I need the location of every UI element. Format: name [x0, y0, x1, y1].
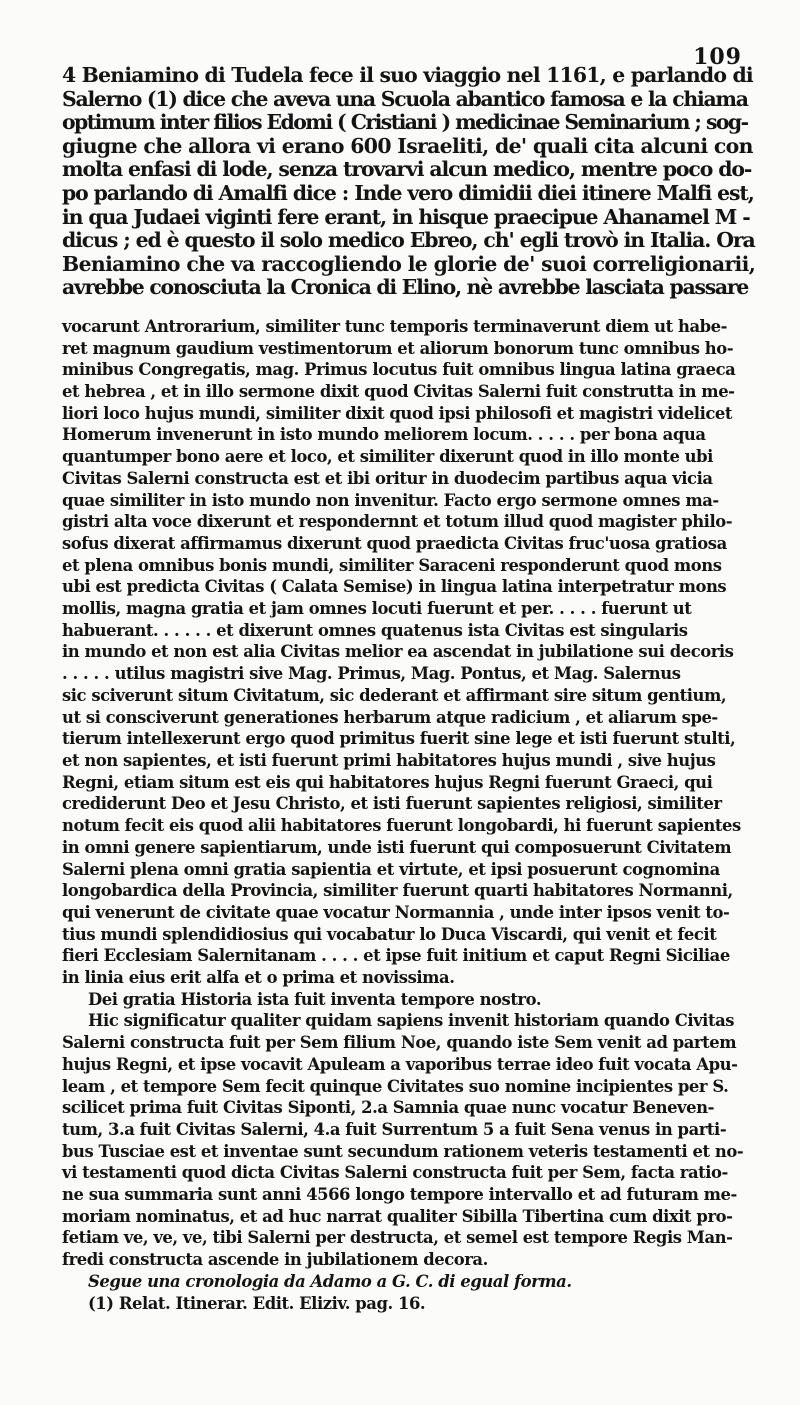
quote-line: hujus Regni, et ipse vocavit Apuleam a vaporibus terrae ideo fuit vocata Apu-	[62, 1054, 738, 1074]
quote-line: longobardica della Provincia, similiter fuerunt quarti habitatores Normanni,	[62, 881, 733, 901]
quote-line: in linia eius erit alfa et o prima et novissima.	[62, 968, 455, 988]
quote-line: scilicet prima fuit Civitas Siponti, 2.a Samnia quae nunc vocatur Beneven-	[62, 1098, 714, 1118]
quote-line: notum fecit eis quod alii habitatores fuerunt longobardi, hi fuerunt sapientes	[62, 816, 741, 836]
quote-line: et non sapientes, et isti fuerunt primi habitatores hujus mundi , sive hujus	[62, 751, 716, 770]
main-text-line: 4 Beniamino di Tudela fece il suo viaggio nel 1161, e parlando di	[62, 63, 753, 87]
quote-line-indented: Hic significatur qualiter quidam sapiens invenit historiam quando Civitas	[88, 1011, 735, 1031]
main-text-line: avrebbe conosciuta la Cronica di Elino, nè avrebbe lasciata passare	[62, 275, 749, 300]
quote-line: crediderunt Deo et Jesu Christo, et isti fuerunt sapientes religiosi, similiter	[62, 794, 722, 814]
main-paragraph	[62, 64, 756, 300]
quote-line: in omni genere sapientiarum, unde isti fuerunt qui composuerunt Civitatem	[62, 837, 732, 857]
quote-line-indented: Dei gratia Historia ista fuit inventa tempore nostro.	[88, 989, 542, 1009]
quote-line: liori loco hujus mundi, similiter dixit quod ipsi philosofi et magistri videlicet	[62, 403, 732, 423]
quote-line: gistri alta voce dixerunt et respondernnt et totum illud quod magister philo-	[62, 512, 733, 532]
quote-line: sofus dixerat affirmamus dixerunt quod praedicta Civitas fruc'uosa gratiosa	[62, 533, 727, 553]
main-text-line: Salerno (1) dice che aveva una Scuola abantico famosa e la chiama	[62, 86, 748, 111]
quote-line: fredi constructa ascende in jubilationem decora.	[62, 1250, 488, 1270]
main-text-line: molta enfasi di lode, senza trovarvi alcun medico, mentre poco do-	[62, 157, 752, 182]
quote-line: ret magnum gaudium vestimentorum et aliorum bonorum tunc omnibus ho-	[62, 338, 734, 358]
quote-line: Civitas Salerni constructa est et ibi oritur in duodecim partibus aqua vicia	[62, 468, 713, 488]
quote-line: quantumper bono aere et loco, et similiter dixerunt quod in illo monte ubi	[62, 447, 713, 467]
quote-line: bus Tusciae est et inventae sunt secundum rationem veteris testamenti et no-	[62, 1141, 744, 1161]
quote-line: et hebrea , et in illo sermone dixit quod Civitas Salerni fuit construtta in me-	[62, 382, 735, 402]
quote-line: . . . . . utilus magistri sive Mag. Primus, Mag. Pontus, et Mag. Salernus	[62, 664, 681, 684]
quote-line: tierum intellexerunt ergo quod primitus fuerit sine lege et isti fuerunt stulti,	[62, 729, 736, 749]
quote-line: minibus Congregatis, mag. Primus locutus fuit omnibus lingua latina graeca	[62, 360, 736, 380]
page-number: 109	[693, 44, 742, 70]
latin-chronicle-quote	[62, 316, 756, 1271]
quote-line: Salerni constructa fuit per Sem filium Noe, quando iste Sem venit ad partem	[62, 1033, 737, 1053]
quote-line: ne sua summaria sunt anni 4566 longo tempore intervallo et ad futuram me-	[62, 1185, 737, 1205]
quote-line: tius mundi splendidiosius qui vocabatur lo Duca Viscardi, qui venit et fecit	[62, 924, 717, 944]
quote-line: habuerant. . . . . . et dixerunt omnes quatenus ista Civitas est singularis	[62, 620, 688, 640]
quote-line: sic sciverunt situm Civitatum, sic dederant et affirmant sire situm gentium,	[62, 685, 727, 705]
quote-line: qui venerunt de civitate quae vocatur Normannia , unde inter ipsos venit to-	[62, 902, 730, 922]
quote-line: ut si consciverunt generationes herbarum atque radicium , et aliarum spe-	[62, 707, 718, 727]
quote-line: Homerum invenerunt in isto mundo meliorem locum. . . . . per bona aqua	[62, 425, 706, 445]
quote-line: leam , et tempore Sem fecit quinque Civitates suo nomine incipientes per S.	[62, 1076, 729, 1096]
quote-line: Salerni plena omni gratia sapientia et virtute, et ipsi posuerunt cognomina	[62, 859, 720, 879]
quote-line: fetiam ve, ve, ve, tibi Salerni per destructa, et semel est tempore Regis Man-	[62, 1228, 733, 1248]
main-text-line: po parlando di Amalfi dice : Inde vero dimidii diei itinere Malfi est,	[62, 180, 754, 205]
quote-line: fieri Ecclesiam Salernitanam . . . . et ipse fuit initium et caput Regni Siciliae	[62, 946, 730, 966]
quote-line: in mundo et non est alia Civitas melior ea ascendat in jubilatione sui decoris	[62, 642, 734, 662]
main-text-line: giugne che allora vi erano 600 Israeliti, de' quali cita alcuni con	[62, 133, 753, 158]
quote-line: tum, 3.a fuit Civitas Salerni, 4.a fuit Surrentum 5 a fuit Sena venus in parti-	[62, 1119, 727, 1139]
footer-notes	[62, 1271, 756, 1315]
main-text-line: in qua Judaei viginti fere erant, in hisque praecipue Ahanamel M -	[62, 204, 750, 229]
quote-line: Regni, etiam situm est eis qui habitatores hujus Regni fuerunt Graeci, qui	[62, 772, 713, 792]
footnote: (1) Relat. Itinerar. Edit. Eliziv. pag. 16.	[88, 1293, 426, 1313]
quote-line: et plena omnibus bonis mundi, similiter Saraceni responderunt quod mons	[62, 555, 722, 575]
quote-line: vi testamenti quod dicta Civitas Salerni constructa fuit per Sem, facta ratio-	[62, 1163, 728, 1183]
quote-line: ubi est predicta Civitas ( Calata Semise) in lingua latina interpetratur mons	[62, 577, 727, 597]
quote-line: mollis, magna gratia et jam omnes locuti fuerunt et per. . . . . fuerunt ut	[62, 599, 692, 619]
quote-line: vocarunt Antrorarium, similiter tunc temporis terminaverunt diem ut habe-	[62, 316, 727, 336]
quote-line: quae similiter in isto mundo non invenitur. Facto ergo sermone omnes ma-	[62, 490, 719, 510]
main-text-line: dicus ; ed è questo il solo medico Ebreo, ch' egli trovò in Italia. Ora	[62, 228, 755, 253]
continuation-note: Segue una cronologia da Adamo a G. C. di egual forma.	[88, 1271, 572, 1291]
quote-line: moriam nominatus, et ad huc narrat qualiter Sibilla Tibertina cum dixit pro-	[62, 1206, 733, 1226]
main-text-line: Beniamino che va raccogliendo le glorie de' suoi correligionarii,	[62, 251, 756, 276]
main-text-line: optimum inter filios Edomi ( Cristiani ) medicinae Seminarium ; sog-	[62, 110, 748, 135]
